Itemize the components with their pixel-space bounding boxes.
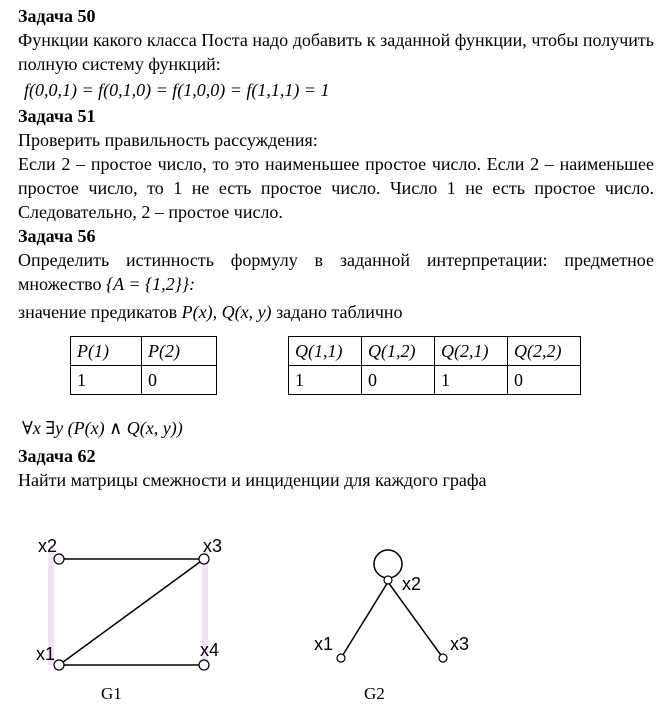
task50-formula: f(0,0,1) = f(0,1,0) = f(1,0,0) = f(1,1,1) = 1: [24, 80, 330, 100]
table-p-cell: 1: [71, 366, 142, 395]
task56-set: {A = {1,2}}:: [105, 274, 196, 294]
task51-text: Если 2 – простое число, то это наименьшее простое число. Если 2 – наименьшее простое число, то 1 не есть простое число. Число 1 не есть простое число. Следовательно, 2 – простое число.: [18, 154, 654, 222]
task50-text: Функции какого класса Поста надо добавить к заданной функции, чтобы получить полную систему функций:: [18, 30, 654, 74]
g2-vertex-x1: [337, 654, 345, 662]
table-q-value-row: [289, 366, 581, 395]
g2-label-x3: x3: [450, 634, 470, 654]
table-p-header-row: [71, 337, 217, 366]
g2-vertex-x3: [439, 654, 447, 662]
table-q: [288, 336, 581, 395]
table-p-value-row: [71, 366, 217, 395]
task56-title: Задача 56: [18, 226, 96, 246]
g1-label-x4: x4: [200, 640, 220, 660]
task56-predicates-line: [18, 300, 654, 324]
g2-label-x2: x2: [402, 574, 422, 594]
task56-preds: P(x), Q(x, y): [181, 302, 272, 322]
table-q-header: Q(2,1): [435, 337, 508, 366]
g2-edge-x1-x2: [341, 582, 388, 658]
task56-text-a: Определить истинность формулу в заданной интерпретации: предметное множество: [18, 250, 654, 294]
g1-vertex-x4: [199, 660, 209, 670]
g2-vertex-x2: [384, 576, 392, 584]
table-p-header: P(1): [71, 337, 142, 366]
g1-name: G1: [101, 684, 122, 703]
task51-intro: Проверить правильность рассуждения:: [18, 130, 318, 150]
table-p: [70, 336, 217, 395]
table-p-cell: 0: [142, 366, 217, 395]
table-p-header: P(2): [142, 337, 217, 366]
table-q-header: Q(1,2): [362, 337, 435, 366]
g1-label-x3: x3: [203, 536, 223, 556]
table-q-cell: 1: [435, 366, 508, 395]
g2-label-x1: x1: [314, 634, 334, 654]
table-q-header: Q(1,1): [289, 337, 362, 366]
g1-edge-x1-x3: [59, 559, 204, 665]
task56-text-b-post: задано таблично: [276, 302, 403, 322]
graph-g2: [325, 540, 495, 670]
task50-title: Задача 50: [18, 6, 96, 26]
table-q-cell: 1: [289, 366, 362, 395]
g1-vertex-x1: [54, 660, 64, 670]
g2-name: G2: [364, 684, 385, 703]
task62-text: Найти матрицы смежности и инциденции для каждого графа: [18, 470, 487, 490]
table-q-cell: 0: [508, 366, 581, 395]
g2-loop-x2: [374, 550, 402, 578]
task62-title: Задача 62: [18, 446, 96, 466]
task56-text-b-pre: значение предикатов: [18, 302, 178, 322]
table-q-header-row: [289, 337, 581, 366]
task51-title: Задача 51: [18, 106, 96, 126]
g1-label-x1: x1: [36, 644, 56, 664]
g1-label-x2: x2: [38, 536, 58, 556]
task56-formula: ∀x ∃y (P(x) ∧ Q(x, y)): [22, 418, 183, 438]
table-q-cell: 0: [362, 366, 435, 395]
graph-g1: [30, 530, 290, 690]
task56-text: [18, 248, 654, 296]
table-q-header: Q(2,2): [508, 337, 581, 366]
